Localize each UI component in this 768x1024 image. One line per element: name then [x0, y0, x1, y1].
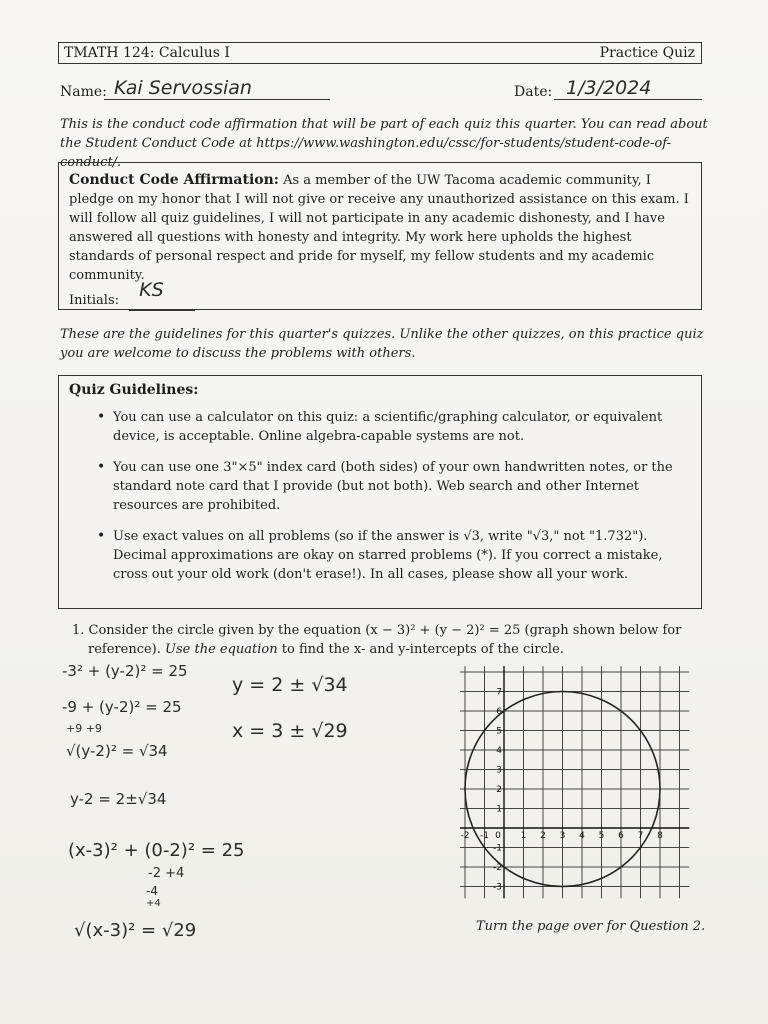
x-tick-label: 3 [559, 831, 566, 841]
y-tick-label: -1 [493, 843, 502, 854]
x-tick-label: 7 [637, 831, 644, 841]
x-tick-label: 8 [657, 831, 663, 841]
work-line: -2 +4 [148, 866, 185, 881]
y-tick-label: -2 [493, 863, 502, 873]
conduct-paragraph [69, 171, 691, 285]
question-1-line2: reference). Use the equation to find the x- and y-intercepts of the circle. [88, 642, 564, 657]
y-tick-label: 7 [496, 687, 502, 698]
y-tick-label: 2 [496, 785, 502, 795]
work-line: +9 +9 [66, 722, 102, 735]
work-line: -3² + (y-2)² = 25 [62, 662, 188, 680]
y-tick-label: 3 [496, 765, 502, 776]
x-tick-label: 5 [598, 831, 605, 841]
graph-tick-labels [461, 688, 664, 893]
header-bar [58, 42, 702, 64]
work-line: +4 [146, 898, 161, 909]
guidelines-intro: These are the guidelines for this quarter's quizzes. Unlike the other quizzes, on this practice quiz you are welcome to discuss the problems with others. [60, 327, 704, 361]
work-line: √(x-3)² = √29 [74, 920, 197, 941]
y-tick-label: 6 [496, 707, 502, 717]
circle-graph [460, 664, 702, 910]
work-line: y-2 = 2±√34 [70, 790, 167, 808]
work-line: -9 + (y-2)² = 25 [62, 698, 182, 716]
date-line [554, 99, 702, 100]
intro-text: This is the conduct code affirmation that will be part of each quiz this quarter. You can read about the Student Conduct Code at https://www.washington.edu/cssc/for-students/student-code-of-conduct/. [60, 117, 708, 170]
guideline-item: • Use exact values on all problems (so if the answer is √3, write "√3," not "1.732"). Decimal approximations are okay on starred problems (*). If you correct a mistake, cross out your old work (don't erase!). In all cases, please show all your work. [95, 527, 691, 584]
work-line: (x-3)² + (0-2)² = 25 [68, 840, 245, 861]
footer-note: Turn the page over for Question 2. [476, 919, 706, 934]
name-label: Name: [60, 84, 107, 100]
y-tick-label: 5 [496, 726, 502, 737]
course-title: TMATH 124: Calculus I [64, 45, 230, 61]
question-1 [72, 621, 708, 659]
guidelines-box [58, 375, 702, 609]
answer-x-intercepts: x = 3 ± √29 [232, 720, 348, 742]
x-tick-label: 6 [618, 831, 624, 841]
work-line: √(y-2)² = √34 [66, 742, 168, 760]
x-tick-label: 4 [579, 831, 585, 841]
conduct-title: Conduct Code Affirmation: [69, 172, 279, 188]
conduct-box [58, 162, 702, 310]
y-tick-label: 4 [496, 746, 502, 756]
x-tick-label: 2 [540, 831, 546, 841]
date-label: Date: [514, 84, 553, 100]
name-value: Kai Servossian [114, 77, 252, 99]
question-1-emphasis: Use the equation [165, 642, 278, 657]
y-tick-label: 1 [496, 804, 502, 815]
question-1-line1: 1. Consider the circle given by the equation (x − 3)² + (y − 2)² = 25 (graph shown below for [72, 623, 682, 638]
guidelines-title: Quiz Guidelines: [69, 382, 199, 398]
name-line [104, 99, 330, 100]
x-tick-label: 0 [495, 831, 501, 841]
work-line: -4 [146, 884, 158, 898]
answer-y-intercepts: y = 2 ± √34 [232, 674, 348, 696]
quiz-type: Practice Quiz [599, 45, 695, 61]
y-tick-label: -3 [493, 882, 502, 893]
x-tick-label: -2 [460, 831, 470, 841]
guideline-item: • You can use one 3"×5" index card (both sides) of your own handwritten notes, or the standard note card that I provide (but not both). Web search and other Internet resources are prohibited. [95, 458, 691, 515]
initials-label: Initials: [69, 293, 120, 308]
initials-value: KS [139, 279, 164, 301]
initials-line [129, 279, 195, 311]
conduct-text: As a member of the UW Tacoma academic community, I pledge on my honor that I will not give or receive any unauthorized assistance on this exam. I will follow all quiz guidelines, I will not participate in any academic dishonesty, and I have answered all questions with honesty and integrity. My work here upholds the highest standards of personal respect and pride for myself, my fellow students and my academic community. [69, 173, 689, 283]
date-value: 1/3/2024 [566, 77, 652, 99]
x-tick-label: -1 [480, 831, 489, 841]
x-tick-label: 1 [520, 831, 527, 841]
guideline-item: • You can use a calculator on this quiz: a scientific/graphing calculator, or equivalent device, is acceptable. Online algebra-capable systems are not. [95, 408, 691, 446]
initials-row [69, 279, 691, 311]
guidelines-list [95, 408, 691, 584]
